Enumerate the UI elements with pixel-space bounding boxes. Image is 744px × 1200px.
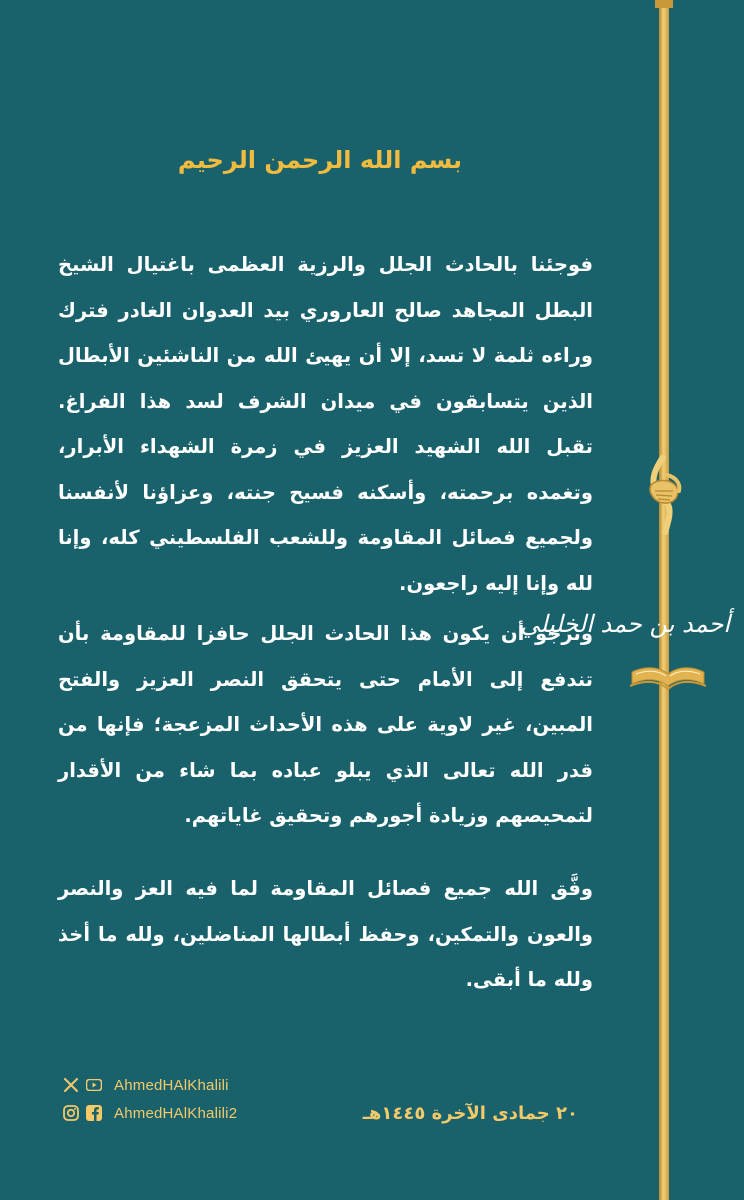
youtube-icon[interactable]	[85, 1076, 103, 1094]
facebook-icon[interactable]	[85, 1104, 103, 1122]
social-row-x-youtube	[62, 1073, 282, 1097]
paragraph-prayer: وفَّق الله جميع فصائل المقاومة لما فيه العز والنصر والعون والتمكين، وحفظ أبطالها المناضلين، ولله ما أخذ ولله ما أبقى.	[58, 877, 593, 991]
social-row-instagram-facebook	[62, 1101, 282, 1125]
signature: أحمد بن حمد الخليلي	[520, 610, 730, 638]
open-book-icon	[628, 662, 708, 692]
basmala-heading: بسم الله الرحمن الرحيم	[177, 146, 463, 174]
instagram-icon[interactable]	[62, 1104, 80, 1122]
social-handle-2[interactable]: AhmedHAlKhalili2	[114, 1104, 238, 1122]
clasped-hands-icon	[645, 455, 685, 535]
paragraph-hope: ونرجو أن يكون هذا الحادث الجلل حافزا للمقاومة بأن تندفع إلى الأمام حتى يتحقق النصر العزيز والفتح المبين، غير لاوية على هذه الأحداث المزعجة؛ فإنها من قدر الله تعالى الذي يبلو عباده بما شاء من الأقدار لتمحيصهم وزيادة أجورهم وتحقيق غاياتهم.	[58, 622, 593, 827]
ribbon-top-notch	[655, 0, 673, 8]
social-handle-1[interactable]: AhmedHAlKhalili	[114, 1076, 229, 1094]
gold-ribbon	[659, 0, 669, 1200]
paragraph-condolence: فوجئنا بالحادث الجلل والرزية العظمى باغتيال الشيخ البطل المجاهد صالح العاروري بيد العدوان الغادر فترك وراءه ثلمة لا تسد، إلا أن يهيئ الله من الناشئين الأبطال الذين يتسابقون في ميدان الشرف لسد هذا الفراغ. تقبل الله الشهيد العزيز في زمرة الشهداء الأبرار، وتغمده برحمته، وأسكنه فسيح جنته، وعزاؤنا لأنفسنا ولجميع فصائل المقاومة وللشعب الفلسطيني كله، وإنا لله وإنا إليه راجعون.	[58, 253, 593, 595]
hijri-date: ٢٠ جمادى الآخرة ١٤٤٥هـ	[362, 1103, 578, 1124]
x-icon[interactable]	[62, 1076, 80, 1094]
